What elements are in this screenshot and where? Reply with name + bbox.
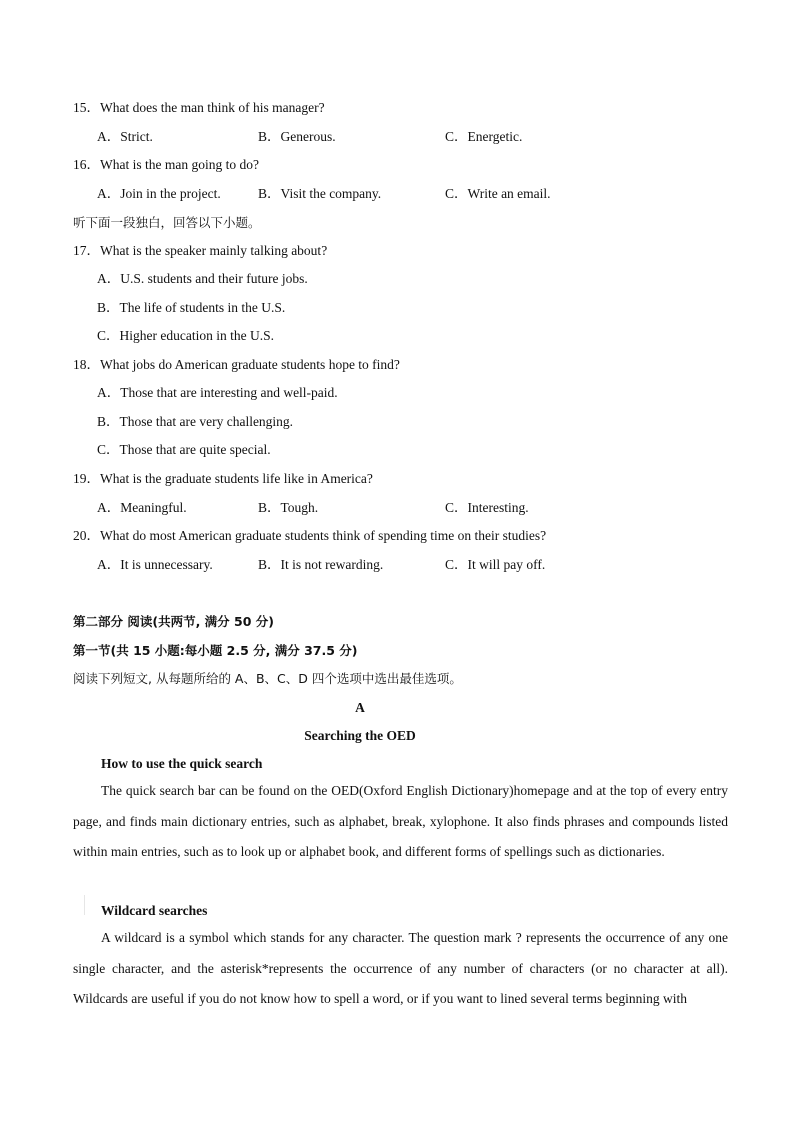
subheading-quick-search: How to use the quick search [101, 756, 263, 771]
question-19: 19．What is the graduate students life like in America? [73, 471, 373, 486]
q17-option-b: B．The life of students in the U.S. [97, 300, 286, 315]
question-17: 17．What is the speaker mainly talking about? [73, 243, 328, 258]
subheading-wildcard: Wildcard searches [101, 903, 208, 918]
part-heading: 第二部分 阅读(共两节, 满分 50 分) [73, 614, 274, 629]
q17-option-a: A．U.S. students and their future jobs. [97, 271, 308, 286]
q16-option-a: A．Join in the project. [97, 186, 221, 201]
section-heading: 第一节(共 15 小题:每小题 2.5 分, 满分 37.5 分) [73, 643, 358, 658]
passage-title: Searching the OED [304, 728, 416, 743]
q18-option-b: B．Those that are very challenging. [97, 414, 294, 429]
q19-option-c: C．Interesting. [445, 500, 529, 515]
monologue-instruction: 听下面一段独白，回答以下小题。 [73, 215, 261, 230]
q20-option-a: A．It is unnecessary. [97, 557, 213, 572]
q15-option-b: B．Generous. [258, 129, 336, 144]
q16-option-b: B．Visit the company. [258, 186, 382, 201]
q20-option-b: B．It is not rewarding. [258, 557, 384, 572]
question-20: 20．What do most American graduate students think of spending time on their studies? [73, 528, 547, 543]
question-15: 15．What does the man think of his manager? [73, 100, 325, 115]
text-cursor-mark [84, 895, 85, 915]
q18-option-a: A．Those that are interesting and well-paid. [97, 385, 338, 400]
wildcard-text: A wildcard is a symbol which stands for any character. The question mark ? represents the occurrence of any one single character, and the asterisk*represents the occurrence of any number of characters (or no character at all). Wildcards are useful if you do not know how to spell a word, or if you want to lined several terms beginning with [73, 930, 728, 1006]
reading-instruction: 阅读下列短文, 从每题所给的 A、B、C、D 四个选项中选出最佳选项。 [73, 671, 462, 686]
question-16: 16．What is the man going to do? [73, 157, 259, 172]
q15-option-a: A．Strict. [97, 129, 153, 144]
passage-letter: A [355, 700, 365, 715]
quick-search-paragraph [73, 776, 728, 868]
quick-search-text: The quick search bar can be found on the OED(Oxford English Dictionary)homepage and at the top of every entry page, and finds main dictionary entries, such as alphabet, break, xylophone. It also finds phrases and compounds listed within main entries, such as to look up or alphabet book, and different forms of spellings such as dictionaries. [73, 783, 728, 859]
q18-option-c: C．Those that are quite special. [97, 442, 271, 457]
q20-option-c: C．It will pay off. [445, 557, 546, 572]
q19-option-b: B．Tough. [258, 500, 319, 515]
q16-option-c: C．Write an email. [445, 186, 551, 201]
q15-option-c: C．Energetic. [445, 129, 523, 144]
question-18: 18．What jobs do American graduate students hope to find? [73, 357, 400, 372]
q17-option-c: C．Higher education in the U.S. [97, 328, 274, 343]
wildcard-paragraph [73, 923, 728, 1015]
q19-option-a: A．Meaningful. [97, 500, 187, 515]
